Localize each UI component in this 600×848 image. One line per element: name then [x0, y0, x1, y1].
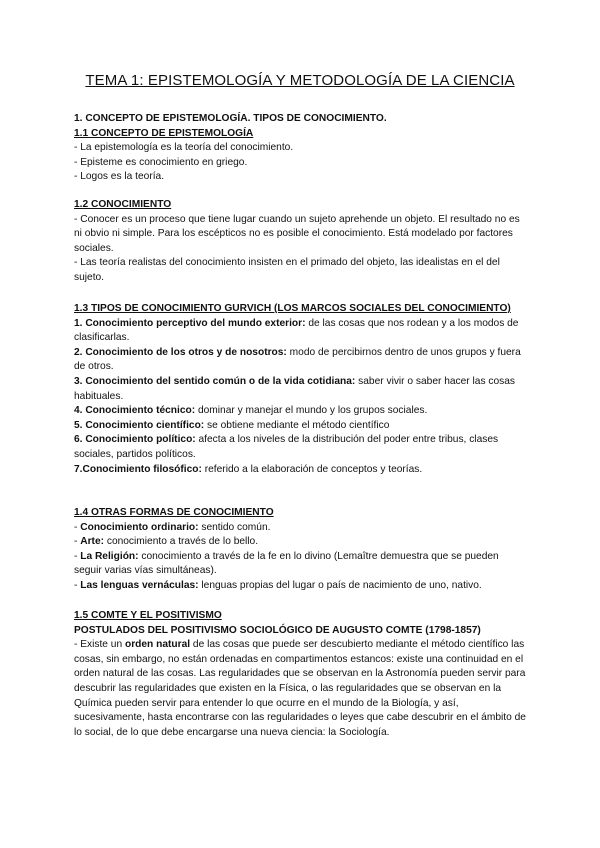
list-item	[74, 463, 526, 478]
paragraph-text: de las cosas que puede ser descubierto mediante el método científico las cosas, sin embargo, no están ordenadas en compartimentos estancos: existe una continuidad en el orden natural de las cosas. Las regularidades que se observan en la Astronomía pueden servir para descubrir las regularidades que existen en la Física, o las regularidades que se observan en la Química pueden servir para entender lo que ocurre en el mundo de la Biología, y así, sucesivamente, hasta encontrarse con las regularidades o leyes que cabe descubrir en el ámbito de lo social, de lo que debe encargarse una nueva ciencia: la Sociología.	[74, 639, 526, 738]
item-term: 5. Conocimiento científico:	[74, 419, 205, 431]
subsection-heading: 1.3 TIPOS DE CONOCIMIENTO GURVICH (LOS MARCOS SOCIALES DEL CONOCIMIENTO)	[74, 303, 511, 314]
paragraph: - Las teoría realistas del conocimiento insisten en el primado del objeto, las idealistas en el del sujeto.	[74, 257, 500, 283]
section-heading: 1. CONCEPTO DE EPISTEMOLOGÍA. TIPOS DE CONOCIMIENTO.	[74, 113, 387, 124]
section-1-5	[74, 609, 526, 740]
list-item: - Arte: conocimiento a través de lo bello.	[74, 536, 259, 548]
list-item: - Las lenguas vernáculas: lenguas propias del lugar o país de nacimiento de uno, nativo.	[74, 579, 482, 591]
list-item	[74, 346, 526, 375]
item-text: lenguas propias del lugar o país de nacimiento de uno, nativo.	[198, 579, 482, 591]
item-term: 2. Conocimiento de los otros y de nosotros:	[74, 346, 287, 358]
text-line: - Logos es la teoría.	[74, 171, 165, 183]
subsection-heading: 1.4 OTRAS FORMAS DE CONOCIMIENTO	[74, 507, 274, 518]
item-term: Arte:	[80, 536, 105, 548]
item-text: modo de percibirnos dentro de unos grupos y fuera de otros.	[74, 346, 521, 373]
item-text: de las cosas que nos rodean y a los modos de clasificarlas.	[74, 317, 519, 344]
list-item: - Conocimiento ordinario: sentido común.	[74, 521, 271, 533]
list-item	[74, 419, 526, 434]
list-item	[74, 433, 526, 462]
subsection-heading: 1.5 COMTE Y EL POSITIVISMO	[74, 610, 222, 621]
item-term: 4. Conocimiento técnico:	[74, 405, 196, 417]
page-title: TEMA 1: EPISTEMOLOGÍA Y METODOLOGÍA DE LA CIENCIA	[85, 72, 515, 89]
paragraph: - Conocer es un proceso que tiene lugar cuando un sujeto aprehende un objeto. El resultado no es ni obvio ni simple. Para los escépticos no es posible el conocimiento. Está modelado por factores sociales.	[74, 213, 520, 254]
item-text: dominar y manejar el mundo y los grupos sociales.	[195, 405, 428, 417]
section-heading: POSTULADOS DEL POSITIVISMO SOCIOLÓGICO DE AUGUSTO COMTE (1798-1857)	[74, 624, 481, 636]
list-item	[74, 404, 526, 419]
item-term: 7.Conocimiento filosófico:	[74, 463, 202, 475]
text-line: - La epistemología es la teoría del conocimiento.	[74, 142, 294, 154]
item-term: 1. Conocimiento perceptivo del mundo exterior:	[74, 317, 306, 329]
list-item	[74, 375, 526, 404]
item-text: sentido común.	[198, 521, 271, 533]
list-item	[74, 317, 526, 346]
subsection-heading: 1.2 CONOCIMIENTO	[74, 199, 172, 210]
item-text: conocimiento a través de la fe en lo divino (Lemaître demuestra que se pueden seguir varias vías simultáneas).	[74, 550, 499, 577]
section-1-2	[74, 198, 526, 286]
item-term: Conocimiento ordinario:	[80, 521, 199, 533]
item-text: saber vivir o saber hacer las cosas habituales.	[74, 375, 516, 402]
paragraph: - Existe un orden natural de las cosas que puede ser descubierto mediante el método científico las cosas, sin embargo, no están ordenadas en compartimentos estancos: existe una continuidad en el orden natural de las cosas. Las regularidades que se observan en la Astronomía pueden servir para descubrir las regularidades que existen en la Física, o las regularidades que se observan en la Química pueden servir para entender lo que ocurre en el mundo de la Biología, y así, sucesivamente, hasta encontrarse con las regularidades o leyes que cabe descubrir en el ámbito de lo social, de lo que debe encargarse una nueva ciencia: la Sociología.	[74, 639, 526, 738]
section-1	[74, 112, 526, 185]
item-text: afecta a los niveles de la distribución del poder entre tribus, clases sociales, partidos políticos.	[74, 434, 499, 460]
item-text: conocimiento a través de lo bello.	[104, 536, 259, 548]
item-term: 6. Conocimiento político:	[74, 434, 196, 446]
item-term: La Religión:	[80, 550, 139, 562]
text-line: - Episteme es conocimiento en griego.	[74, 156, 248, 168]
item-text: se obtiene mediante el método científico	[204, 419, 390, 431]
item-text: referido a la elaboración de conceptos y teorías.	[201, 463, 423, 475]
item-term: 3. Conocimiento del sentido común o de la vida cotidiana:	[74, 375, 356, 387]
emphasis-term: orden natural	[124, 639, 191, 651]
section-1-3	[74, 302, 526, 477]
item-term: Las lenguas vernáculas:	[80, 579, 199, 591]
section-1-4	[74, 506, 526, 594]
list-item: - La Religión: conocimiento a través de la fe en lo divino (Lemaître demuestra que se pueden seguir varias vías simultáneas).	[74, 550, 499, 577]
subsection-heading: 1.1 CONCEPTO DE EPISTEMOLOGÍA	[74, 127, 254, 139]
